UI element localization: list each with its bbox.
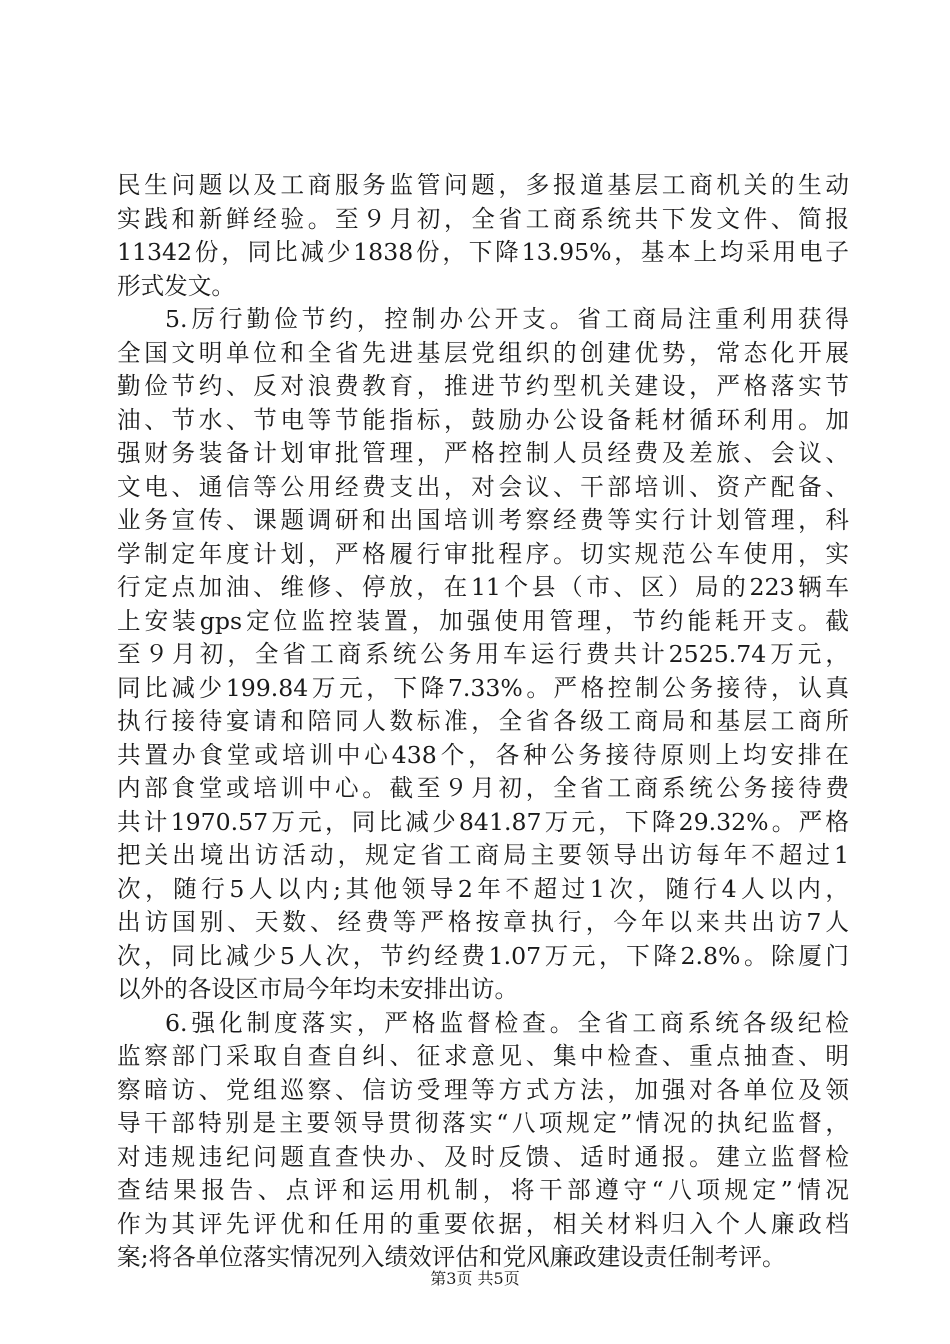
text-line: 出访国别、天数、经费等严格按章执行，今年以来共出访7人 [117,908,849,936]
text-line: 勤俭节约、反对浪费教育，推进节约型机关建设，严格落实节 [117,372,849,400]
text-line: 民生问题以及工商服务监管问题，多报道基层工商机关的生动 [117,171,849,199]
paragraph-5-heading-line: 5.厉行勤俭节约，控制办公开支。省工商局注重利用获得 [165,305,849,333]
text-line: 内部食堂或培训中心。截至９月初，全省工商系统公务接待费 [117,774,849,802]
text-line: 油、节水、节电等节能指标，鼓励办公设备耗材循环利用。加 [117,405,849,434]
paragraph-6-heading-line: 6.强化制度落实，严格监督检查。全省工商系统各级纪检 [165,1008,849,1037]
text-line: 11342份，同比减少1838份，下降13.95%，基本上均采用电子 [117,238,849,266]
text-line: 全国文明单位和全省先进基层党组织的创建优势，常态化开展 [117,338,849,367]
text-line: 把关出境出访活动，规定省工商局主要领导出访每年不超过1 [117,841,849,869]
text-line: 监察部门采取自查自纠、征求意见、集中检查、重点抽查、明 [117,1042,849,1070]
text-line: 上安装gps定位监控装置，加强使用管理，节约能耗开支。截 [117,606,849,635]
text-line: 以外的各设区市局今年均未安排出访。 [117,975,519,1003]
text-line: 强财务装备计划审批管理，严格控制人员经费及差旅、会议、 [117,439,849,467]
text-line: 同比减少199.84万元，下降7.33%。严格控制公务接待，认真 [117,673,849,702]
text-line: 作为其评先评优和任用的重要依据，相关材料归入个人廉政档 [117,1209,849,1238]
text-line: 次，随行5人以内;其他领导2年不超过1次，随行4人以内， [117,874,849,903]
body-text [117,169,849,1275]
text-line: 案;将各单位落实情况列入绩效评估和党风廉政建设责任制考评。 [117,1243,786,1271]
text-line: 察暗访、党组巡察、信访受理等方式方法，加强对各单位及领 [117,1075,849,1104]
text-line: 查结果报告、点评和运用机制，将干部遵守“八项规定”情况 [117,1176,849,1204]
text-line: 对违规违纪问题直查快办、及时反馈、适时通报。建立监督检 [117,1142,849,1171]
text-line: 导干部特别是主要领导贯彻落实“八项规定”情况的执纪监督， [117,1109,849,1137]
page-number-footer: 第3页 共5页 [430,1269,520,1288]
text-line: 业务宣传、课题调研和出国培训考察经费等实行计划管理，科 [117,506,849,534]
text-line: 实践和新鲜经验。至９月初，全省工商系统共下发文件、简报 [117,204,849,233]
text-line: 形式发文。 [117,271,235,300]
text-line: 行定点加油、维修、停放，在11个县（市、区）局的223辆车 [117,573,849,601]
text-line: 文电、通信等公用经费支出，对会议、干部培训、资产配备、 [117,472,849,501]
text-line: 次，同比减少5人次，节约经费1.07万元，下降2.8%。除厦门 [117,941,849,970]
text-line: 至９月初，全省工商系统公务用车运行费共计2525.74万元， [117,640,849,668]
text-line: 学制定年度计划，严格履行审批程序。切实规范公车使用，实 [117,539,849,568]
text-line: 共计1970.57万元，同比减少841.87万元，下降29.32%。严格 [117,807,849,836]
text-line: 执行接待宴请和陪同人数标准，全省各级工商局和基层工商所 [117,707,849,735]
text-line: 共置办食堂或培训中心438个，各种公务接待原则上均安排在 [117,740,849,769]
